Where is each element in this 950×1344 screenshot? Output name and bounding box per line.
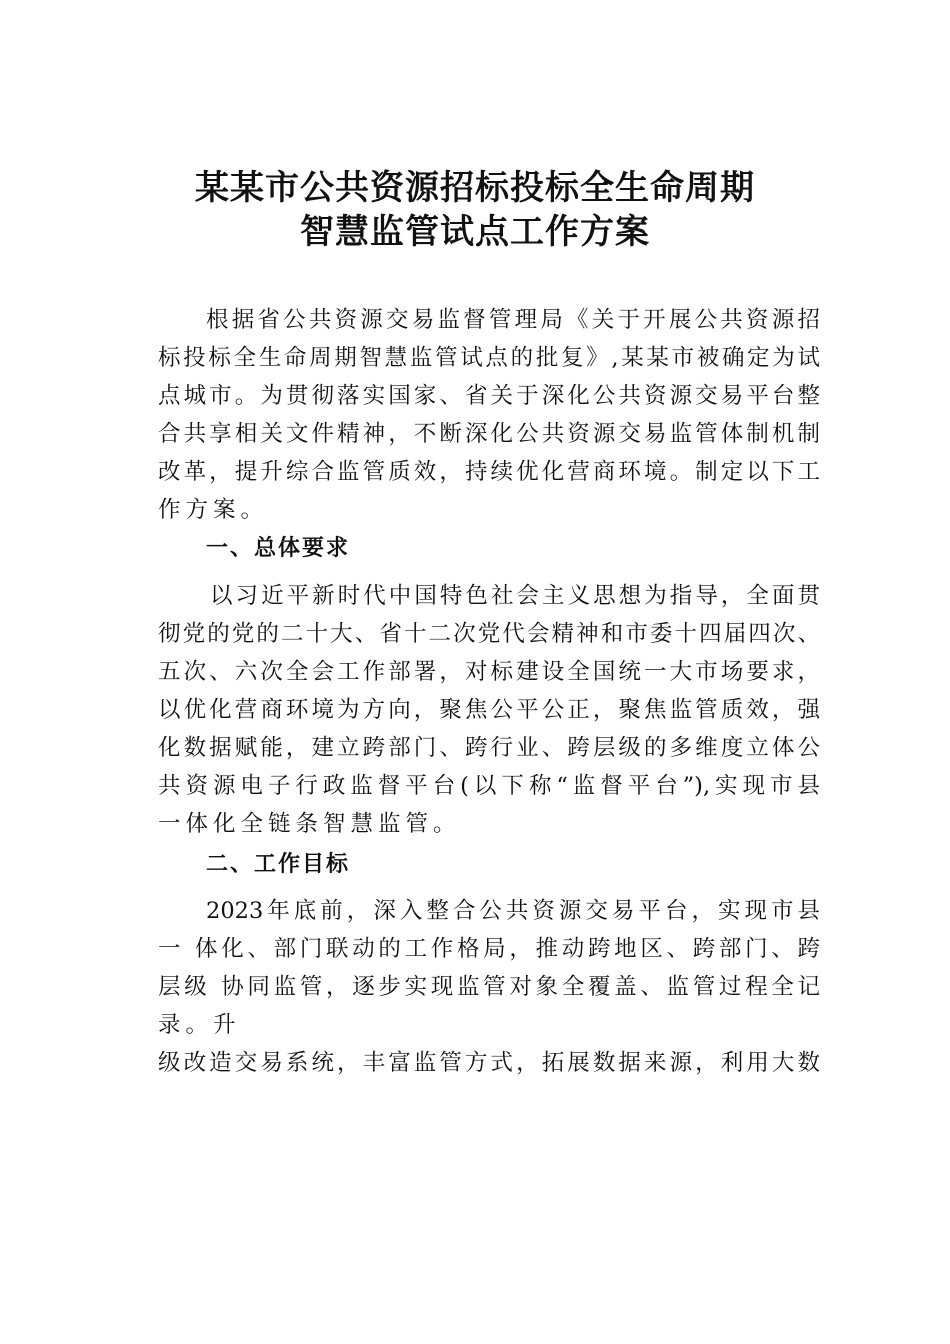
section1-line-1: 以习近平新时代中国特色社会主义思想为指导，全面贯 <box>210 583 820 609</box>
section2-line-3: 层级 协同监管，逐步实现监管对象全覆盖、监管过程全记 <box>158 974 820 1000</box>
section1-line-7: 一体化全链条智慧监管。 <box>158 811 461 837</box>
intro-line-3: 点城市。为贯彻落实国家、省关于深化公共资源交易平台整 <box>158 383 820 409</box>
section1-line-3: 五次、六次全会工作部署，对标建设全国统一大市场要求， <box>158 659 820 685</box>
section2-line-5: 级改造交易系统，丰富监管方式，拓展数据来源，利用大数 <box>158 1050 820 1076</box>
section-heading-work-goals: 二、工作目标 <box>206 852 351 877</box>
intro-line-1: 根据省公共资源交易监督管理局《关于开展公共资源招 <box>206 307 820 333</box>
section2-line-1: 2023年底前，深入整合公共资源交易平台，实现市县 <box>206 898 820 924</box>
section2-line-2: 一 体化、部门联动的工作格局，推动跨地区、跨部门、跨 <box>158 936 820 962</box>
document-title-line-1: 某某市公共资源招标投标全生命周期 <box>195 168 755 208</box>
section1-line-5: 化数据赋能，建立跨部门、跨行业、跨层级的多维度立体公 <box>158 735 820 761</box>
section1-line-6: 共资源电子行政监督平台(以下称“监督平台”),实现市县 <box>158 773 820 799</box>
section-heading-general-requirements: 一、总体要求 <box>206 536 351 561</box>
document-title-line-2: 智慧监管试点工作方案 <box>300 212 650 252</box>
section1-line-4: 以优化营商环境为方向，聚焦公平公正，聚焦监管质效，强 <box>158 697 820 723</box>
intro-line-6: 作方案。 <box>158 497 269 523</box>
section2-line-4: 录。升 <box>158 1012 241 1038</box>
intro-line-4: 合共享相关文件精神，不断深化公共资源交易监管体制机制 <box>158 421 820 447</box>
intro-line-2: 标投标全生命周期智慧监管试点的批复》,某某市被确定为试 <box>158 345 820 371</box>
intro-line-5: 改革，提升综合监管质效，持续优化营商环境。制定以下工 <box>158 459 820 485</box>
section1-line-2: 彻党的党的二十大、省十二次党代会精神和市委十四届四次、 <box>158 621 820 647</box>
